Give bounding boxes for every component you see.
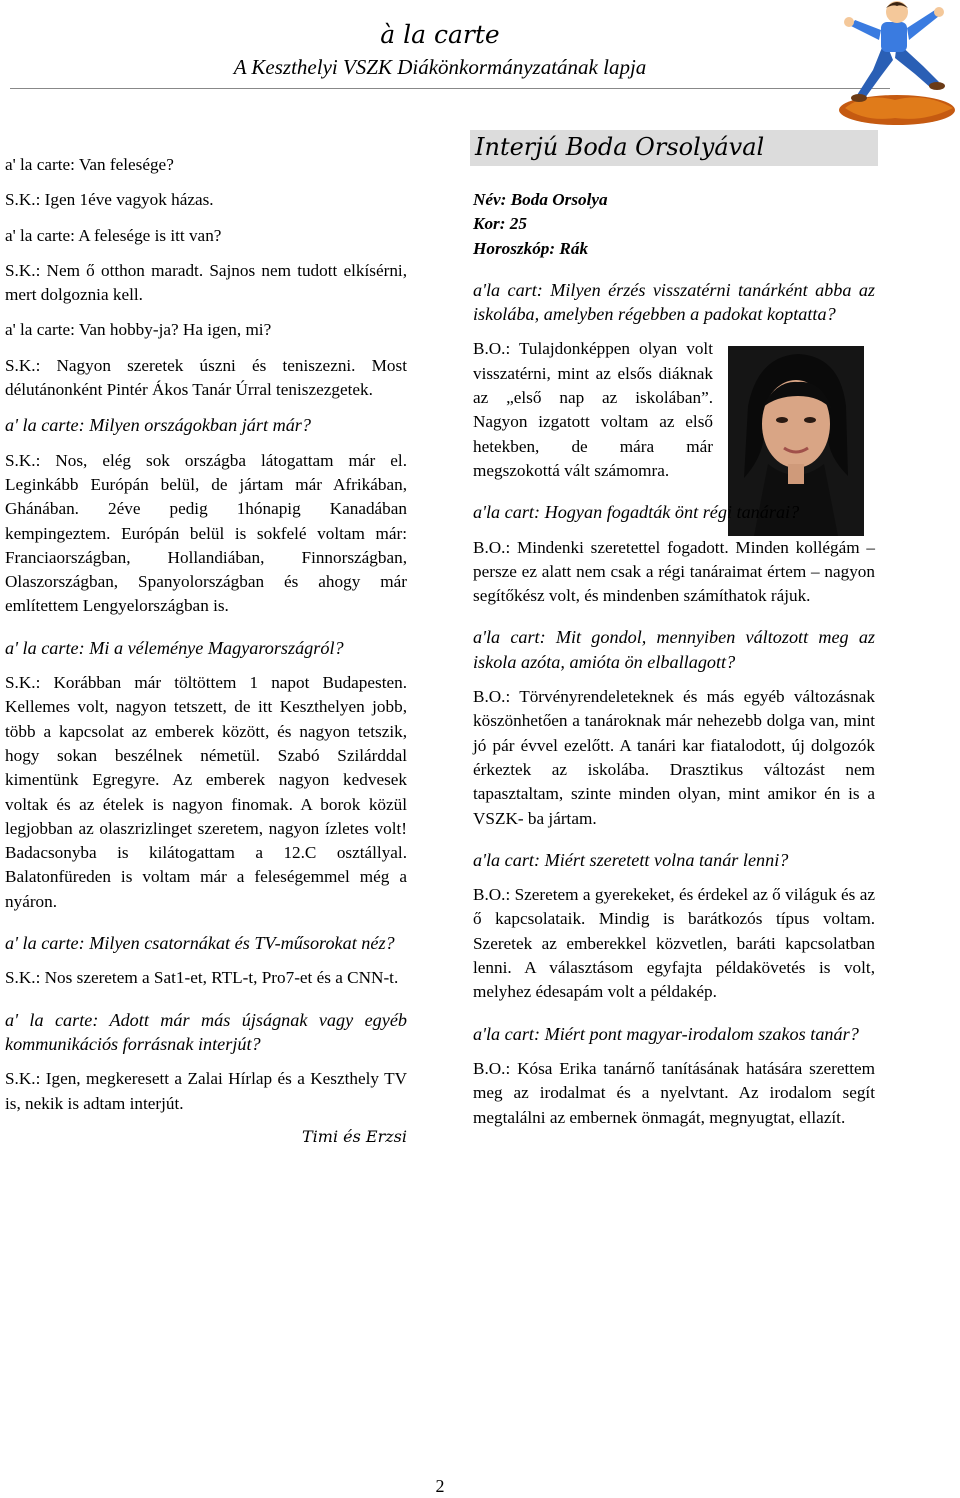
question-tv: a' la carte: Milyen csatornákat és TV-műsorokat néz?	[5, 933, 395, 954]
question-hungary: a' la carte: Mi a véleménye Magyarországról?	[5, 637, 344, 658]
answer-tv: S.K.: Nos szeretem a Sat1-et, RTL-t, Pro7-et és a CNN-t.	[5, 968, 399, 988]
horoscope-field: Horoszkóp: Rák	[473, 238, 589, 258]
question-return: a'la cart: Milyen érzés visszatérni tanárként abba az iskolába, amelyben régebben a padokat koptatta?	[473, 279, 875, 325]
answer-school-change: B.O.: Törvényrendeleteknek és más egyéb változásnak köszönhetően a tanároknak már nehezebb dolga van, mint jó pár évvel ezelőtt. A tanári kar fiatalodott, új dolgozók érkeztek az iskolába. Drasztikus változást nem tapasztaltam, szinte minden olyan, mint amikor én is a VSZK- ba jártam.	[473, 687, 875, 828]
answer-return: B.O.: Tulajdonképpen olyan volt visszatérni, mint az elsős diáknak az „első nap az iskolában”. Nagyon izgatott voltam az első hetekben, de mára már megszokottá vált számomra.	[473, 339, 713, 480]
newspaper-title: à la carte	[380, 20, 500, 49]
answer-hobby: S.K.: Nagyon szeretek úszni és teniszezni. Most délutánonként Pintér Ákos Tanár Úrral teniszezgetek.	[5, 355, 407, 400]
question-old-teachers: a'la cart: Hogyan fogadták önt régi tanárai?	[473, 502, 800, 523]
answer-other-interview: S.K.: Igen, megkeresett a Zalai Hírlap és a Keszthely TV is, nekik is adtam interjút.	[5, 1069, 407, 1113]
answer-hungary: S.K.: Korábban már töltöttem 1 napot Budapesten. Kellemes volt, nagyon tetszett, de itt Keszthelyen jobb, több a kapcsolat az emberek között, és nagyon tetszik, hogy sokan beszélnek németül. Szabó Szilárddal kimentünk Egregyre. Az emberek nagyon kedvesek voltak és az ételek is nagyon finomak. A borok közül legjobban az olaszrizlinget szeretem, nagyon ízletes volt! Badacsonyba is kilátogattam a 12.C osztállyal. Balatonfüreden is voltam már a feleségemmel még a nyáron.	[5, 673, 407, 911]
right-column-interview	[473, 188, 875, 1130]
answer-spouse: S.K.: Igen 1éve vagyok házas.	[5, 190, 214, 210]
question-spouse: a' la carte: Van felesége?	[5, 155, 174, 174]
question-other-interview: a' la carte: Adott már más újságnak vagy egyéb kommunikációs forrásnak interjút?	[5, 1009, 407, 1054]
jumping-boy-mascot-icon	[835, 0, 957, 125]
header-rule	[10, 88, 890, 89]
answer-old-teachers: B.O.: Mindenki szeretettel fogadott. Minden kollégám – persze ez alatt nem csak a régi tanáraimat értem – nagyon segítőkész volt, és mindenben számíthatok rájuk.	[473, 537, 875, 606]
answer-spouse-here: S.K.: Nem ő otthon maradt. Sajnos nem tudott elkísérni, mert dolgoznia kell.	[5, 260, 407, 305]
question-school-change: a'la cart: Mit gondol, mennyiben változott meg az iskola azóta, amióta ön elballagott?	[473, 627, 875, 672]
interview-heading-banner	[470, 130, 878, 166]
name-field: Név: Boda Orsolya	[473, 190, 608, 209]
question-hobby: a' la carte: Van hobby-ja? Ha igen, mi?	[5, 320, 272, 340]
answer-countries: S.K.: Nos, elég sok országba látogattam már el. Leginkább Európán belül, de jártam már Afrikában, Ghánában. 2éve pedig 1hónapig Kanadában kempingeztem. Európán belül is sokfelé voltam már: Franciaországban, Hollandiában, Finnországban, Olaszországban, Spanyolországban és ahogy már említettem Lengyelországban is.	[5, 450, 407, 616]
question-countries: a' la carte: Milyen országokban járt már?	[5, 415, 311, 436]
question-why-teacher: a'la cart: Miért szeretett volna tanár lenni?	[473, 849, 789, 870]
newspaper-subtitle: A Keszthelyi VSZK Diákönkormányzatának lapja	[233, 55, 647, 79]
answer-why-teacher: B.O.: Szeretem a gyerekeket, és érdekel az ő világuk és az ő kapcsolataik. Mindig is barátkozós típus voltam. Szeretek az emberekkel közvetlen, baráti kapcsolatban lenni. A választásom egyfajta példakövetés is volt, melyhez édesapám volt a példakép.	[473, 885, 875, 1002]
age-field: Kor: 25	[473, 214, 527, 234]
interview-heading: Interjú Boda Orsolyával	[475, 133, 765, 161]
question-why-literature: a'la cart: Miért pont magyar-irodalom szakos tanár?	[473, 1023, 859, 1044]
page-number: 2	[435, 1476, 445, 1496]
answer-why-literature: B.O.: Kósa Erika tanárnő tanításának hatására szerettem meg az irodalmat és a nyelvtant. Az irodalom segít megtalálni az embernek önmagát, megnyugtat, ellazít.	[473, 1058, 875, 1127]
masthead	[0, 0, 960, 92]
question-spouse-here: a' la carte: A felesége is itt van?	[5, 225, 222, 245]
left-column-interview	[5, 153, 407, 1149]
author-signature: Timi és Erzsi	[301, 1126, 407, 1146]
